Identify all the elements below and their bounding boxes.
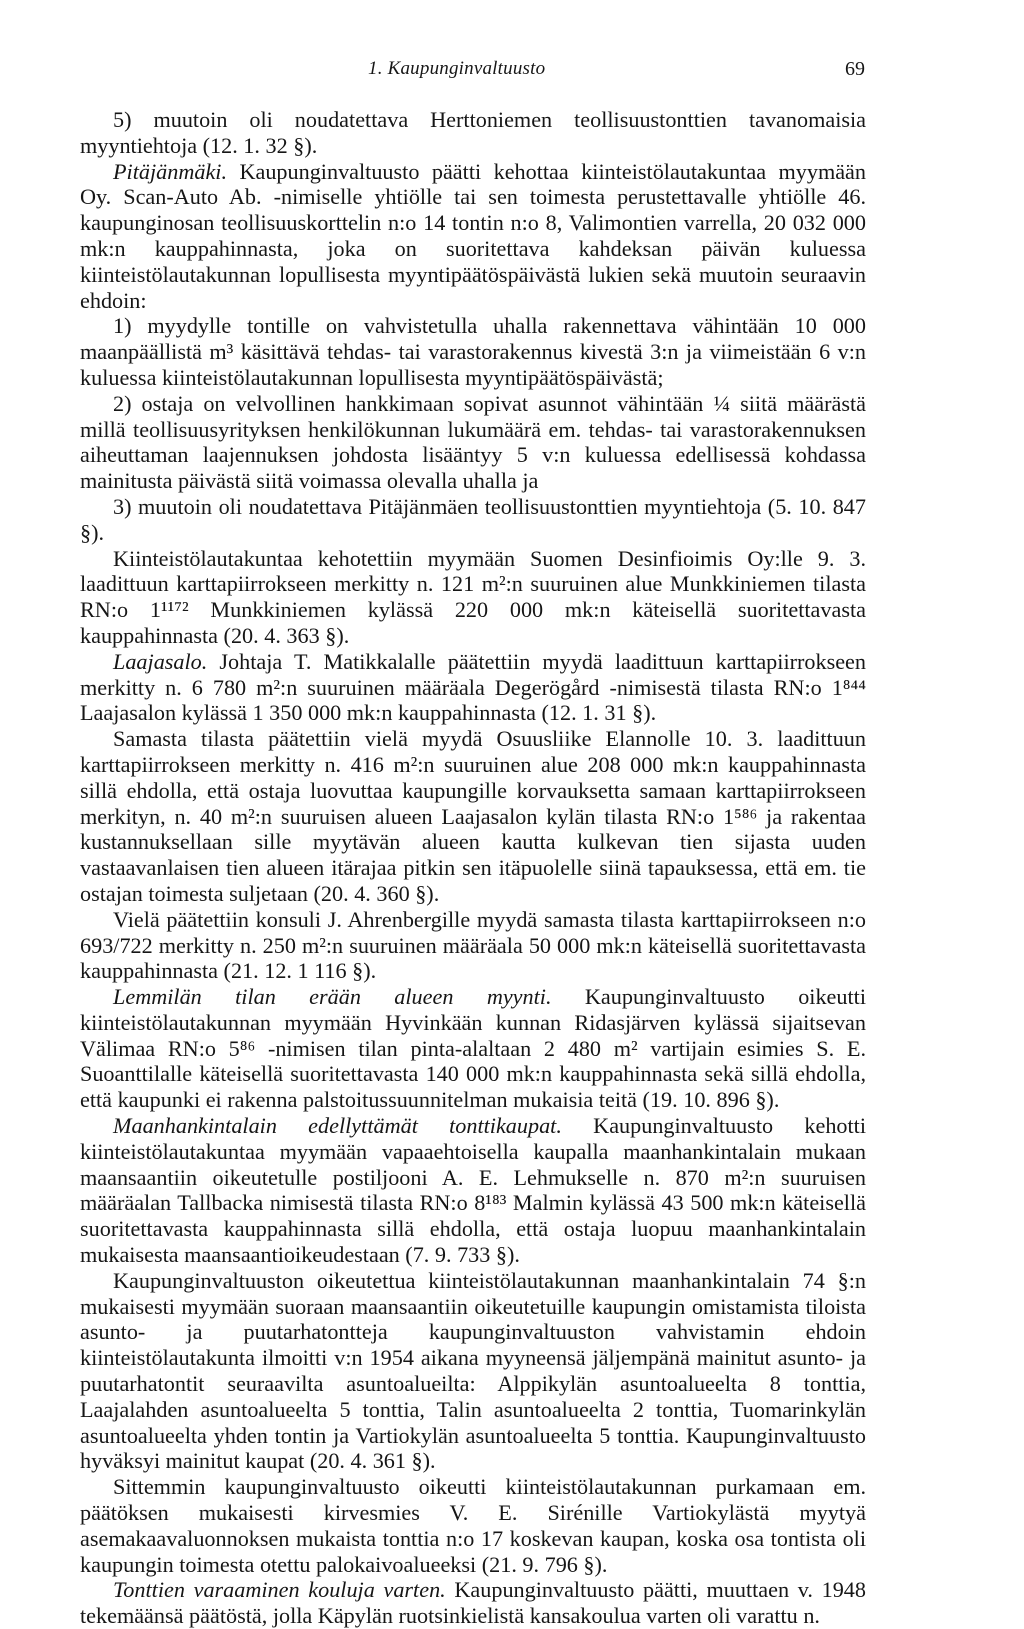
paragraph xyxy=(80,494,866,546)
paragraph xyxy=(80,313,866,390)
paragraph xyxy=(80,649,866,726)
paragraph xyxy=(80,1268,866,1474)
paragraph xyxy=(80,1577,866,1629)
paragraph-heading: Tonttien varaaminen kouluja varten. xyxy=(113,1577,446,1603)
paragraph-text: Kaupunginvaltuusto päätti, muuttaen v. 1948 tekemäänsä päätöstä, jolla Käpylän ruotsinkielistä kansakoulua varten oli varattu n. xyxy=(80,1577,866,1629)
paragraph xyxy=(80,726,866,907)
paragraph xyxy=(80,107,866,159)
paragraph-heading: Lemmilän tilan erään alueen myynti. xyxy=(113,984,552,1010)
paragraph-text: 1) myydylle tontille on vahvistetulla uhalla rakennettava vähintään 10 000 maanpäällistä m³ käsittävä tehdas- tai varastorakennus kivestä 3:n ja viimeistään 6 v:n kuluessa kiinteistölautakunnan lopullisesta myyntipäätöspäivästä; xyxy=(80,313,866,390)
paragraph xyxy=(80,984,866,1113)
paragraph-heading: Laajasalo. xyxy=(113,648,208,674)
paragraph-text: Kiinteistölautakuntaa kehotettiin myymään Suomen Desinfioimis Oy:lle 9. 3. laadittuun karttapiirrokseen merkitty n. 121 m²:n suuruinen alue Munkkiniemen tilasta RN:o 1¹¹⁷² Munkkiniemen kylässä 220 000 mk:n käteisellä suoritettavasta kauppahinnasta (20. 4. 363 §). xyxy=(80,545,866,648)
paragraph-text: 5) muutoin oli noudatettava Herttoniemen teollisuustonttien tavanomaisia myyntiehtoja (12. 1. 32 §). xyxy=(80,107,866,158)
paragraph xyxy=(80,907,866,984)
paragraph-text: Kaupunginvaltuusto kehotti kiinteistölautakuntaa myymään vapaaehtoisella kaupalla maanhankintalain mukaan maansaantiin oikeutetulle postiljooni A. E. Lehmukselle n. 870 m²:n suuruisen määräalan Tallbacka nimisestä tilasta RN:o 8¹⁸³ Malmin kylässä 43 500 mk:n käteisellä suoritettavasta kauppahinnasta sillä ehdolla, että ostaja luopuu maanhankintalain mukaisesta maansaantioikeudestaan (7. 9. 733 §). xyxy=(80,1113,867,1268)
paragraph xyxy=(80,1474,866,1577)
paragraph-text: 3) muutoin oli noudatettava Pitäjänmäen teollisuustonttien myyntiehtoja (5. 10. 847 §). xyxy=(80,493,866,545)
paragraph-text: Kaupunginvaltuusto päätti kehottaa kiinteistölautakuntaa myymään Oy. Scan-Auto Ab. -nimiselle yhtiölle tai sen toimesta perustettavalle yhtiölle 46. kaupunginosan teollisuuskorttelin n:o 14 tontin n:o 8, Valimontien varrella, 20 032 000 mk:n kauppahinnasta, joka on suoritettava kahdeksan päivän kuluessa kiinteistölautakunnan lopullisesta myyntipäätöspäivästä lukien sekä muutoin seuraavin ehdoin: xyxy=(80,158,866,313)
paragraph-heading: Maanhankintalain edellyttämät tonttikaupat. xyxy=(113,1113,562,1139)
paragraph xyxy=(80,1113,866,1268)
page-header xyxy=(80,58,865,86)
paragraph-text: Samasta tilasta päätettiin vielä myydä Osuusliike Elannolle 10. 3. laadittuun karttapiirrokseen merkitty n. 416 m²:n suuruinen alue 208 000 mk:n kauppahinnasta sillä ehdolla, että ostaja luovuttaa kaupungille korvauksetta samaan karttapiirrokseen merkityn, n. 40 m²:n suuruisen alueen Laajasalon kylän tilasta RN:o 1⁵⁸⁶ ja rakentaa kustannuksellaan sille myytävän alueen kautta kulkevan tien sijasta uuden vastaavanlaisen tien alueen itärajaa pitkin sen itäpuolelle siinä tapauksessa, että em. tie ostajan toimesta suljetaan (20. 4. 360 §). xyxy=(80,726,866,906)
paragraph-text: Vielä päätettiin konsuli J. Ahrenbergille myydä samasta tilasta karttapiirrokseen n:o 693/722 merkitty n. 250 m²:n suuruinen määräala 50 000 mk:n käteisellä suoritettavasta kauppahinnasta (21. 12. 1 116 §). xyxy=(80,906,866,984)
paragraph-text: Sittemmin kaupunginvaltuusto oikeutti kiinteistölautakunnan purkamaan em. päätöksen mukaisesti kirvesmies V. E. Sirénille Vartiokylästä myytyä asemakaavaluonnoksen mukaista tonttia n:o 17 koskevan kaupan, koska osa tontista oli kaupungin toimesta otettu palokaivoalueeksi (21. 9. 796 §). xyxy=(80,1474,866,1577)
paragraph-text: Kaupunginvaltuusto oikeutti kiinteistölautakunnan myymään Hyvinkään kunnan Ridasjärven kylässä sijaitsevan Välimaa RN:o 5⁸⁶ -nimisen tilan pinta-alaltaan 2 480 m² vartijain esimies S. E. Suoanttilalle käteisellä suoritettavasta 140 000 mk:n kauppahinnasta sekä sillä ehdolla, että kaupunki ei rakenna palstoitussuunnitelman mukaisia teitä (19. 10. 896 §). xyxy=(80,984,866,1113)
paragraph xyxy=(80,159,866,314)
paragraph xyxy=(80,391,866,494)
paragraph-text: 2) ostaja on velvollinen hankkimaan sopivat asunnot vähintään ¼ siitä määrästä millä teollisuusyrityksen henkilökunnan lukumäärä em. tehdas- tai varastorakennuksen aiheuttaman laajennuksen johdosta lisääntyy 5 v:n kuluessa edellisessä kohdassa mainitusta päivästä siitä voimassa olevalla uhalla ja xyxy=(80,390,866,494)
paragraph-text: Kaupunginvaltuuston oikeutettua kiinteistölautakunnan maanhankintalain 74 §:n mukaisesti myymään suoraan maansaantiin oikeutetuille kaupungin omistamista tiloista asunto- ja puutarhatontteja kaupunginvaltuuston vahvistamin ehdoin kiinteistölautakunta ilmoitti v:n 1954 aikana myyneensä jäljempänä mainitut asunto- ja puutarhatontit seuraavilta asuntoalueilta: Alppikylän asuntoalueelta 8 tonttia, Laajalahden asuntoalueelta 5 tonttia, Talin asuntoalueelta 2 tonttia, Tuomarinkylän asuntoalueelta yhden tontin ja Vartiokylän asuntoalueelta 5 tonttia. Kaupunginvaltuusto hyväksyi mainitut kaupat (20. 4. 361 §). xyxy=(80,1267,866,1474)
body-text xyxy=(80,107,866,1629)
paragraph-heading: Pitäjänmäki. xyxy=(113,158,228,184)
paragraph-text: Johtaja T. Matikkalalle päätettiin myydä laadittuun karttapiirrokseen merkitty n. 6 780 m²:n suuruinen määräala Degerögård -nimisestä tilasta RN:o 1⁸⁴⁴ Laajasalon kylässä 1 350 000 mk:n kauppahinnasta (12. 1. 31 §). xyxy=(80,648,866,726)
page-number: 69 xyxy=(845,58,865,80)
running-title: 1. Kaupunginvaltuusto xyxy=(368,58,546,79)
paragraph xyxy=(80,546,866,649)
